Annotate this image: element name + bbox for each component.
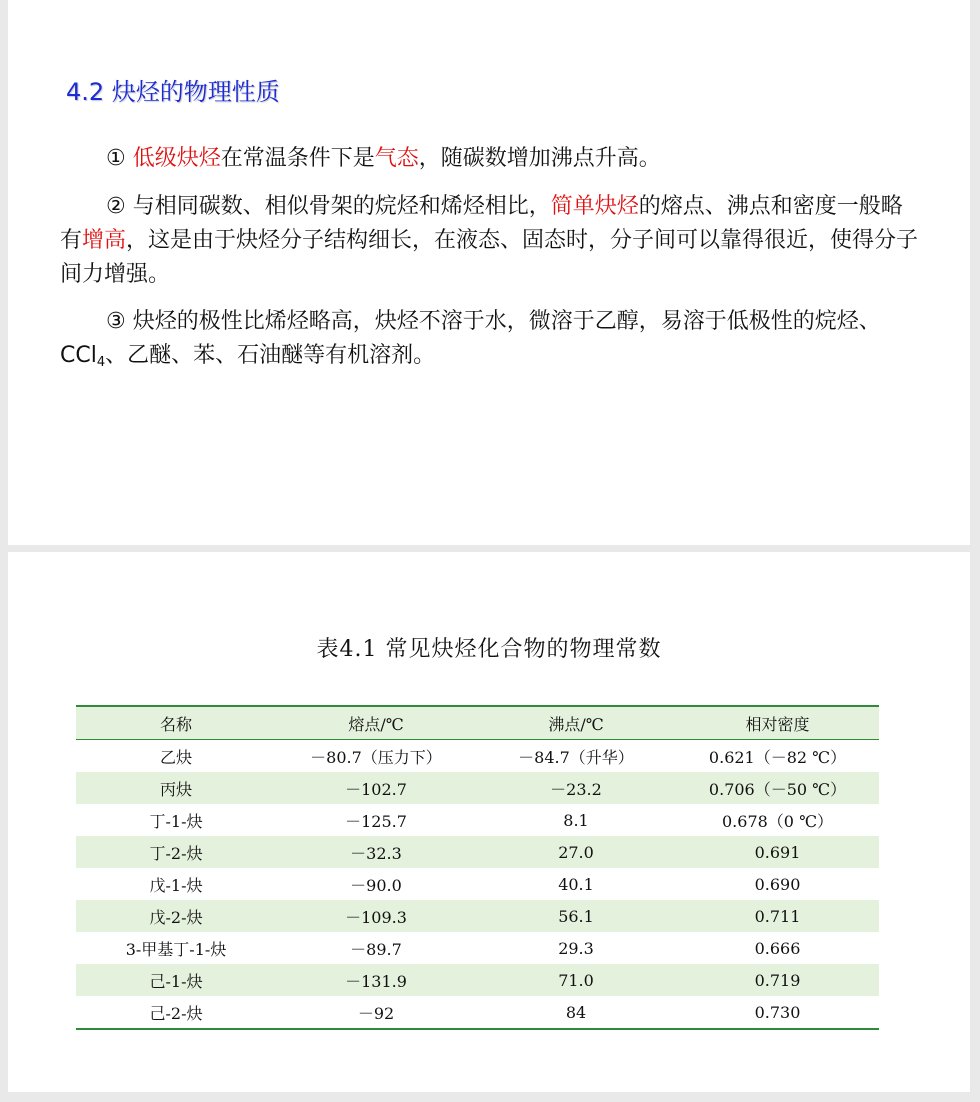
table-row [76, 804, 879, 836]
cell-melting-point: －109.3 [345, 907, 407, 927]
cell-name: 丙炔 [159, 779, 192, 799]
cell-melting-point: －80.7（压力下） [310, 747, 442, 767]
highlight-text: 气态 [374, 146, 419, 171]
highlight-text: 简单炔烃 [550, 194, 639, 219]
cell-density: 0.730 [676, 996, 879, 1029]
cell-melting-point: －90.0 [350, 875, 402, 895]
cell-melting-point: －89.7 [350, 939, 402, 959]
body-text: 的熔点、沸点和密度一般略有 [60, 194, 903, 253]
cell-boiling-point: －84.7（升华） [518, 747, 634, 767]
body-text: ，这是由于炔烃分子结构细长，在液态、固态时，分子间可以靠得很近，使得分子间力增强。 [60, 228, 919, 287]
cell-boiling-point: 27.0 [558, 842, 594, 862]
cell-boiling-point: 71.0 [558, 970, 594, 990]
body-text: 与相同碳数、相似骨架的烷烃和烯烃相比， [132, 194, 551, 219]
table-row [76, 900, 879, 932]
table-row [76, 932, 879, 964]
highlight-text: 增高 [82, 228, 127, 253]
cell-melting-point: －102.7 [345, 779, 407, 799]
table-row [76, 868, 879, 900]
column-header-melting-point: 熔点/℃ [276, 706, 476, 740]
column-header-name: 名称 [76, 706, 276, 740]
cell-density: 0.706（－50 ℃） [708, 779, 847, 799]
cell-density: 0.719 [754, 970, 801, 990]
cell-name: 丁-1-炔 [149, 811, 203, 831]
cell-boiling-point: 84 [476, 996, 676, 1029]
alkyne-properties-table [76, 705, 879, 1030]
cell-name: 戊-2-炔 [149, 907, 203, 927]
paragraph-2 [60, 190, 920, 292]
column-header-boiling-point: 沸点/℃ [476, 706, 676, 740]
table-row [76, 740, 879, 773]
cell-boiling-point: 40.1 [558, 874, 594, 894]
cell-melting-point: －131.9 [345, 971, 407, 991]
table-row [76, 836, 879, 868]
paragraph-3 [60, 305, 920, 380]
section-title: 4.2 炔烃的物理性质 [66, 78, 280, 106]
cell-density: 0.691 [754, 842, 801, 862]
cell-boiling-point: －23.2 [550, 779, 602, 799]
cell-boiling-point: 8.1 [563, 810, 589, 830]
column-header-density: 相对密度 [676, 706, 879, 740]
body-text: 炔烃的极性比烯烃略高，炔烃不溶于水，微溶于乙醇，易溶于低极性的烷烃、CCl [60, 309, 881, 368]
table-row [76, 772, 879, 804]
cell-name: 3-甲基丁-1-炔 [125, 939, 227, 959]
cell-name: 戊-1-炔 [149, 875, 203, 895]
paragraph-1 [60, 142, 920, 176]
cell-name: 己-2-炔 [76, 996, 276, 1029]
cell-melting-point: －125.7 [345, 811, 407, 831]
bullet-number: ③ [106, 309, 126, 334]
body-text: ，随碳数增加沸点升高。 [418, 146, 661, 171]
cell-density: 0.666 [754, 938, 801, 958]
table-caption: 表4.1 常见炔烃化合物的物理常数 [316, 637, 662, 662]
cell-density: 0.621（－82 ℃） [708, 747, 847, 767]
cell-melting-point: －32.3 [350, 843, 402, 863]
cell-boiling-point: 29.3 [558, 938, 594, 958]
cell-name: 丁-2-炔 [149, 843, 203, 863]
bullet-number: ② [106, 194, 126, 219]
cell-density: 0.678（0 ℃） [722, 811, 833, 831]
slide-data-table [8, 552, 970, 1092]
cell-name: 己-1-炔 [149, 971, 203, 991]
cell-density: 0.711 [754, 906, 801, 926]
slide-physical-properties [8, 0, 970, 545]
cell-melting-point: －92 [276, 996, 476, 1029]
table-header-row [76, 706, 879, 740]
cell-density: 0.690 [754, 874, 801, 894]
highlight-text: 低级炔烃 [132, 146, 221, 171]
bullet-number: ① [106, 146, 126, 171]
cell-boiling-point: 56.1 [558, 906, 594, 926]
subscript: 4 [96, 355, 106, 370]
cell-name: 乙炔 [159, 747, 192, 767]
body-text: 、乙醚、苯、石油醚等有机溶剂。 [105, 343, 436, 368]
table-row [76, 964, 879, 996]
table-row [76, 996, 879, 1029]
body-text: 在常温条件下是 [220, 146, 375, 171]
